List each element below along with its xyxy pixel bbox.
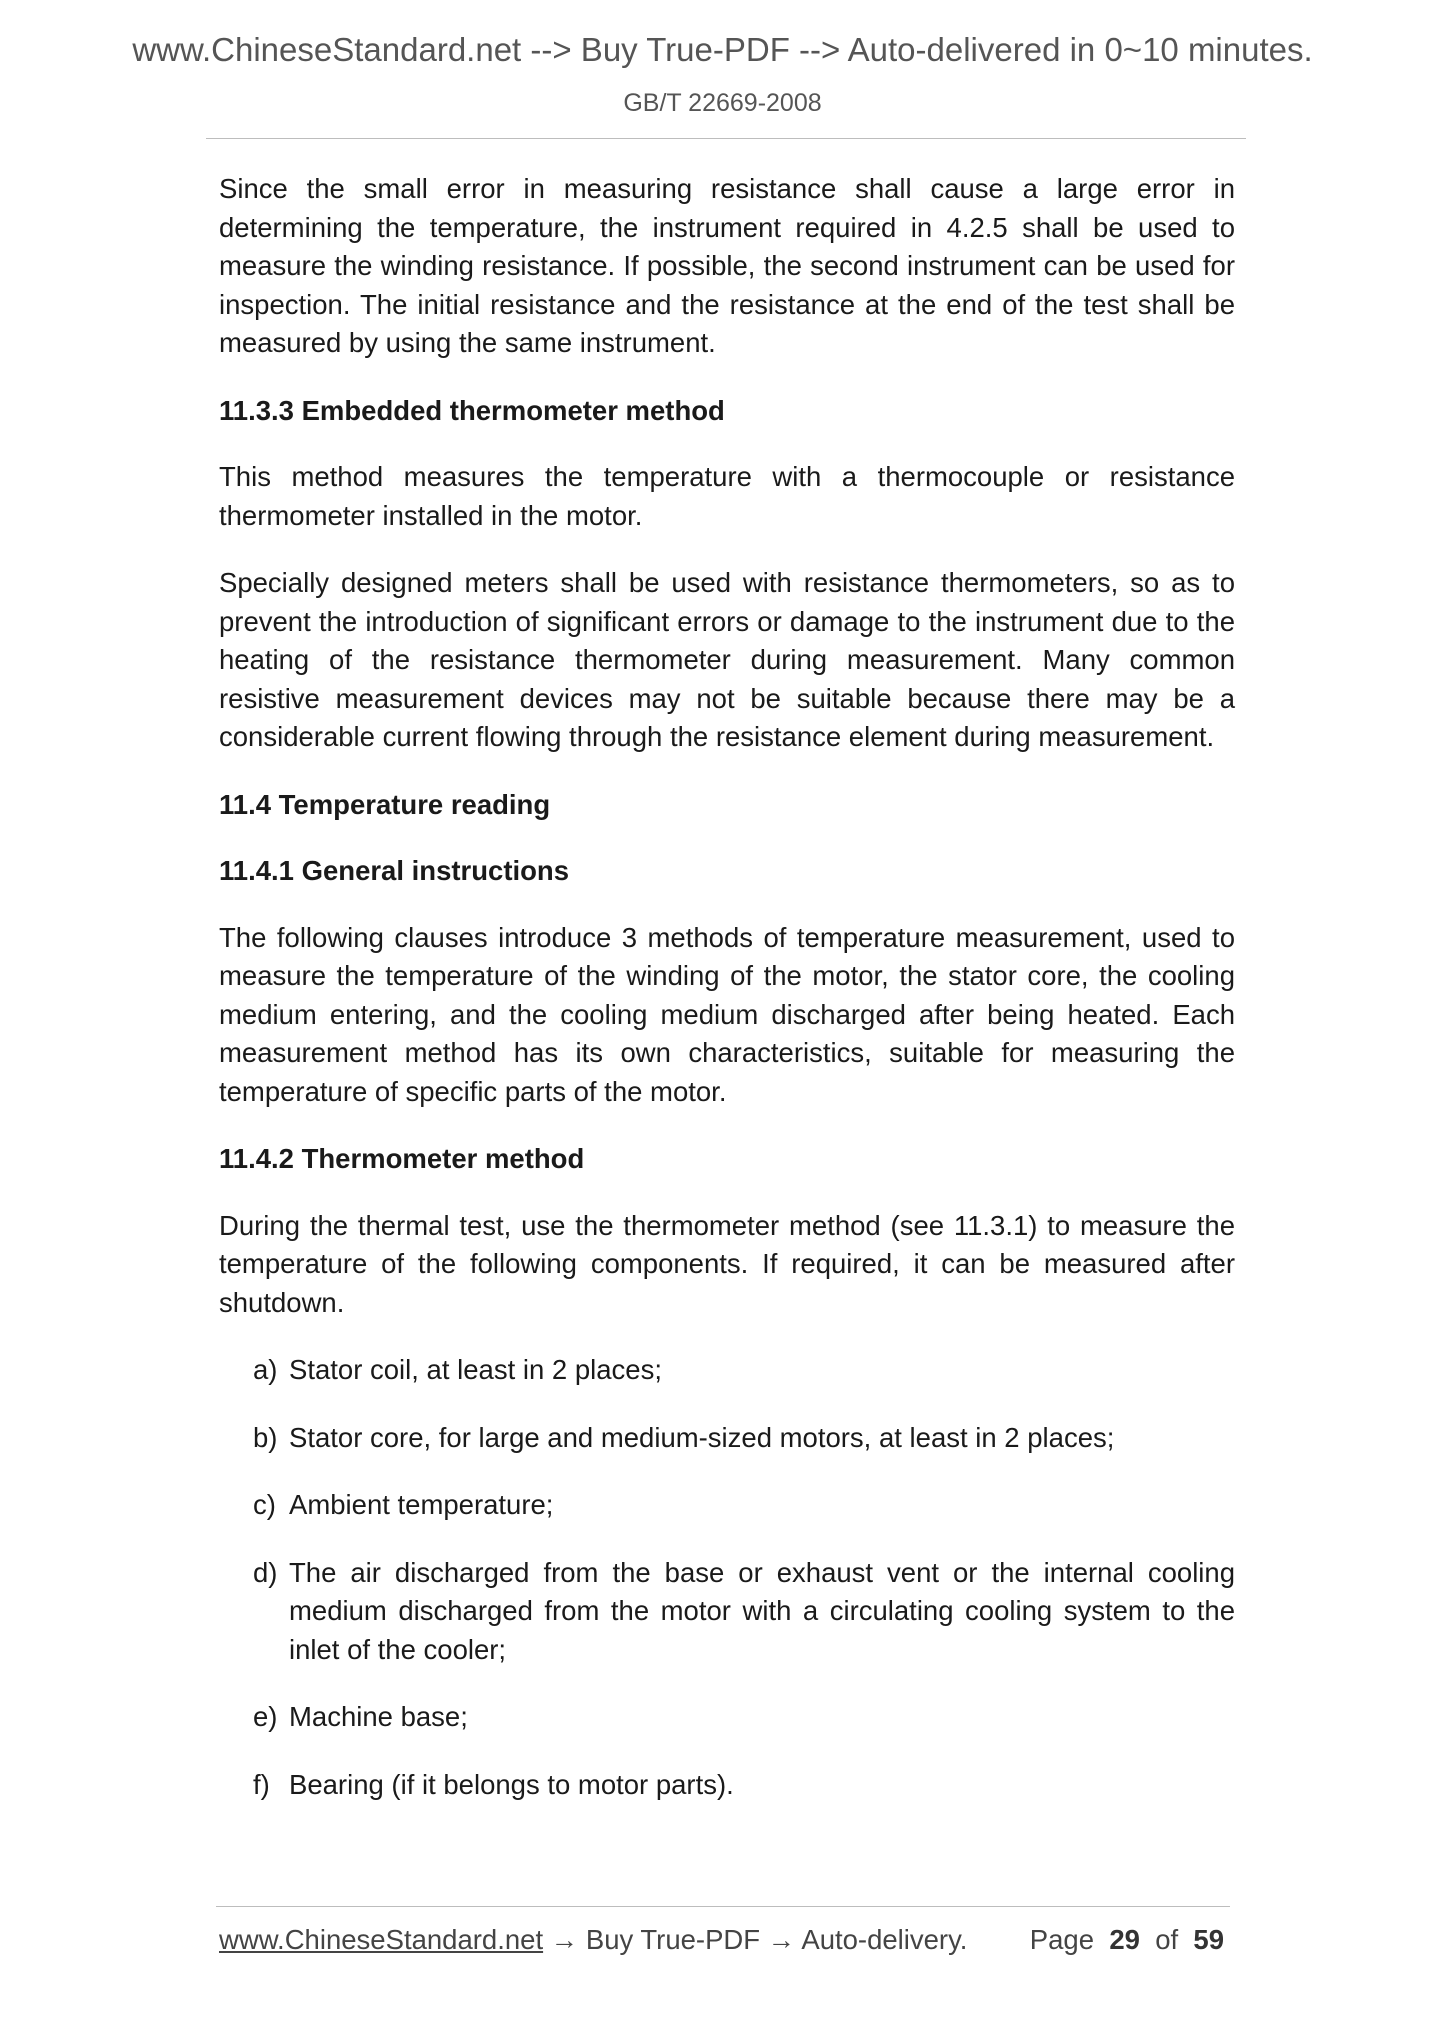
- paragraph-thermometer-method: During the thermal test, use the thermometer method (see 11.3.1) to measure the temperature of the following components. If required, it can be measured after shutdown.: [219, 1209, 1235, 1318]
- list-item-text: Stator coil, at least in 2 places;: [289, 1354, 662, 1385]
- list-item: [219, 1554, 1235, 1670]
- page-indicator: [1030, 1922, 1224, 1958]
- list-item: [219, 1351, 1235, 1390]
- page-word: Page: [1029, 1924, 1095, 1955]
- paragraph-embedded-method: This method measures the temperature with a thermocouple or resistance thermometer installed in the motor.: [219, 461, 1235, 531]
- list-item: [219, 1766, 1235, 1805]
- list-marker: f): [253, 1768, 270, 1800]
- top-banner: www.ChineseStandard.net --> Buy True-PDF --> Auto-delivered in 0~10 minutes.: [132, 31, 1313, 68]
- list-marker: c): [253, 1489, 276, 1520]
- footer-divider: [216, 1906, 1230, 1907]
- list-item-text: Machine base;: [289, 1701, 468, 1732]
- paragraph-general-instructions: The following clauses introduce 3 methods of temperature measurement, used to measure the temperature of the winding of the motor, the stator core, the cooling medium entering, and the cooling medium discharged after being heated. Each measurement method has its own characteristics, suitable for measuring the temperature of specific parts of the motor.: [219, 921, 1235, 1107]
- list-item: [219, 1419, 1235, 1458]
- heading-11-4: 11.4 Temperature reading: [219, 788, 551, 820]
- paragraph-resistance-thermometers: Specially designed meters shall be used with resistance thermometers, so as to prevent the introduction of significant errors or damage to the instrument due to the heating of the resistance thermometer during measurement. Many common resistive measurement devices may not be suitable because there may be a considerable current flowing through the resistance element during measurement.: [219, 567, 1235, 752]
- heading-11-4-1: 11.4.1 General instructions: [219, 855, 570, 886]
- heading-11-3-3: 11.3.3 Embedded thermometer method: [219, 394, 725, 426]
- page-number: 29: [1109, 1924, 1140, 1955]
- list-marker: e): [253, 1701, 278, 1732]
- page-total: 59: [1193, 1924, 1224, 1955]
- list-item: [219, 1486, 1235, 1525]
- list-item: [219, 1698, 1235, 1737]
- list-marker: b): [253, 1421, 278, 1453]
- heading-11-4-2: 11.4.2 Thermometer method: [219, 1143, 585, 1174]
- standard-number: GB/T 22669-2008: [623, 89, 822, 117]
- list-item-text: Stator core, for large and medium-sized motors, at least in 2 places;: [289, 1421, 1115, 1453]
- footer-tagline: → Buy True-PDF → Auto-delivery.: [543, 1924, 968, 1955]
- list-marker: d): [253, 1556, 278, 1588]
- list-item-text: Bearing (if it belongs to motor parts).: [289, 1768, 734, 1800]
- page-footer: [219, 1922, 1235, 1958]
- site-link[interactable]: www.ChineseStandard.net: [219, 1924, 544, 1955]
- paragraph-resistance-measurement: Since the small error in measuring resistance shall cause a large error in determining the temperature, the instrument required in 4.2.5 shall be used to measure the winding resistance. If possible, the second instrument can be used for inspection. The initial resistance and the resistance at the end of the test shall be measured by using the same instrument.: [219, 173, 1235, 358]
- list-item-text: The air discharged from the base or exhaust vent or the internal cooling medium discharged from the motor with a circulating cooling system to the inlet of the cooler;: [289, 1556, 1235, 1665]
- list-marker: a): [253, 1354, 278, 1385]
- list-item-text: Ambient temperature;: [289, 1489, 554, 1520]
- header-divider: [206, 138, 1246, 139]
- of-word: of: [1155, 1924, 1179, 1955]
- page-content: [219, 170, 1235, 1833]
- component-list: [219, 1351, 1235, 1804]
